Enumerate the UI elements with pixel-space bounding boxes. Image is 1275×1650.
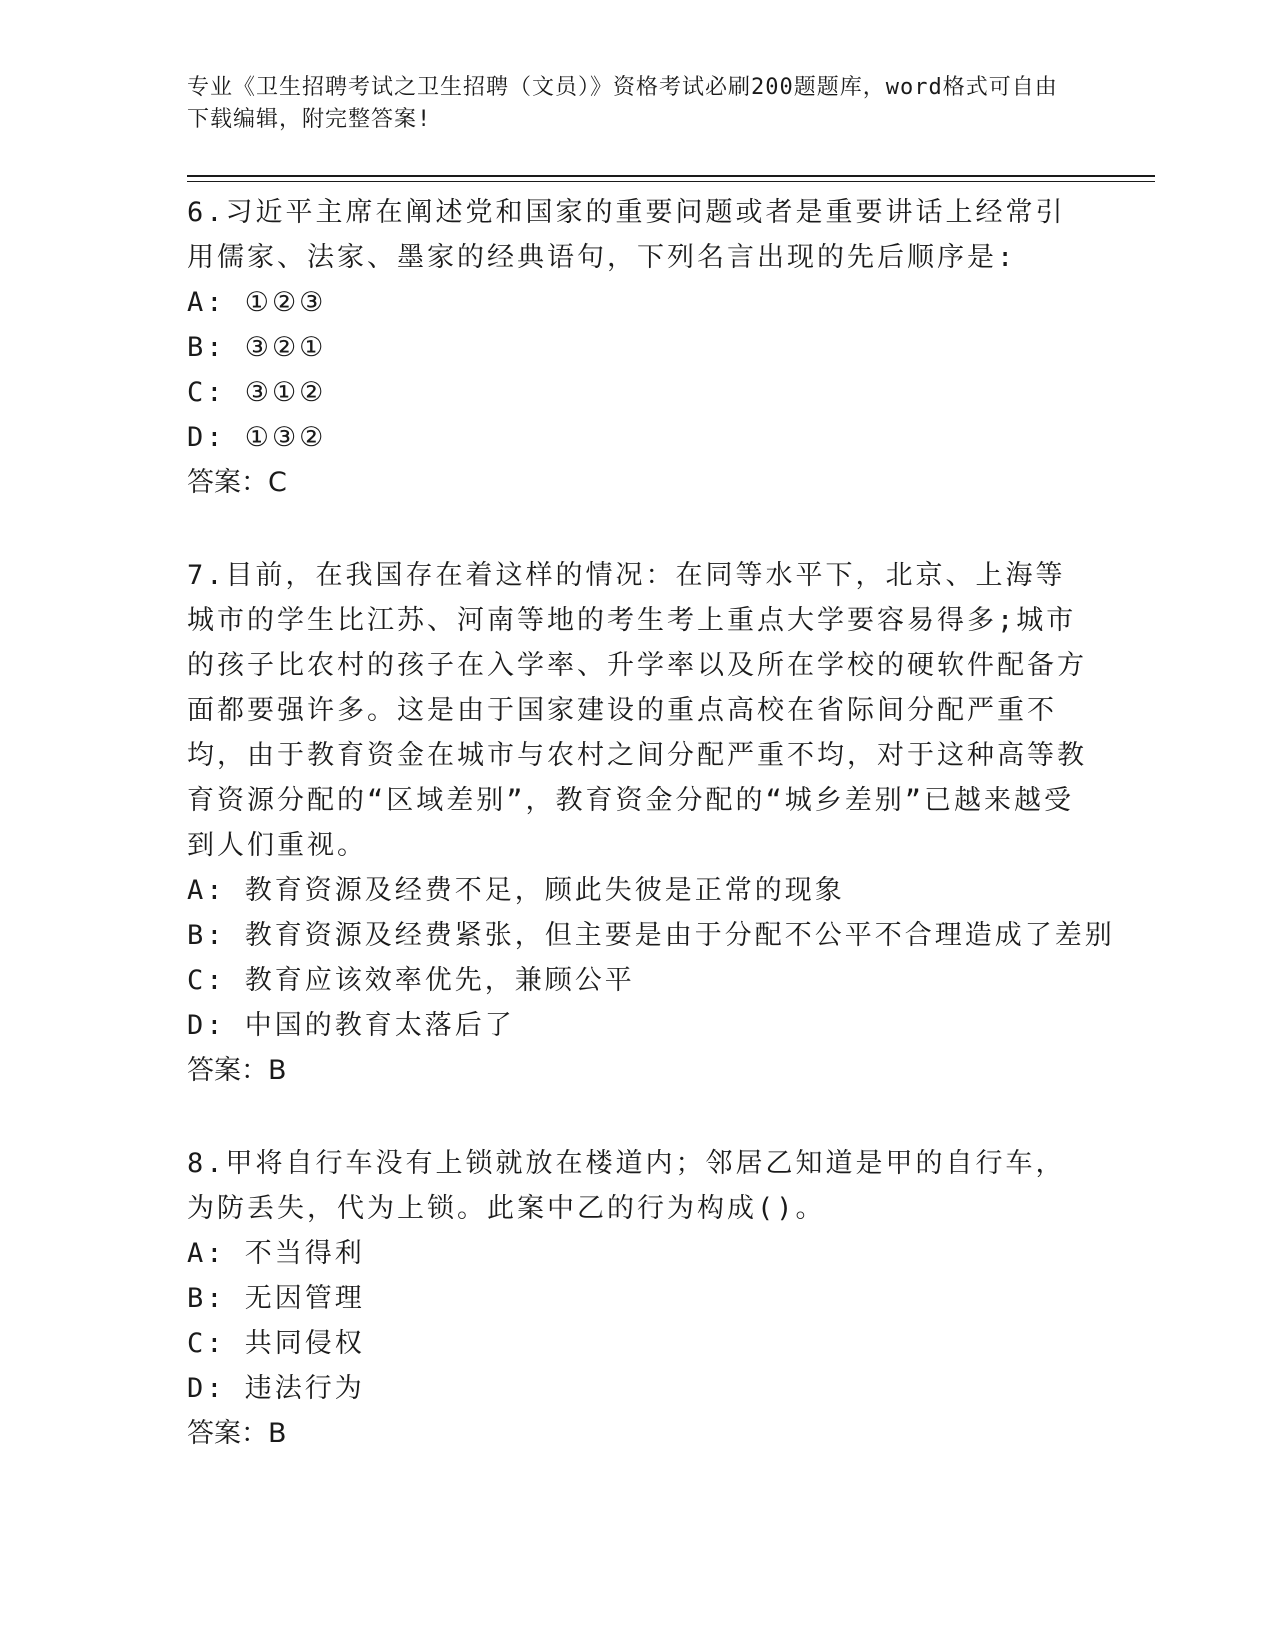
option-d: D: 违法行为 xyxy=(187,1373,365,1404)
option-c: C: 教育应该效率优先，兼顾公平 xyxy=(187,965,635,996)
answer-line: 答案：C xyxy=(187,467,287,498)
question-6 xyxy=(187,190,1087,505)
header-divider-thick xyxy=(187,175,1155,177)
answer-line: 答案：B xyxy=(187,1055,287,1086)
question-7 xyxy=(187,553,1115,1093)
option-d: D: 中国的教育太落后了 xyxy=(187,1010,515,1041)
option-b: B: 无因管理 xyxy=(187,1283,365,1314)
question-8 xyxy=(187,1141,1087,1456)
option-b: B: 教育资源及经费紧张，但主要是由于分配不公平不合理造成了差别 xyxy=(187,920,1115,951)
answer-line: 答案：B xyxy=(187,1418,287,1449)
option-c: C: 共同侵权 xyxy=(187,1328,365,1359)
option-d: D: ①③② xyxy=(187,422,327,453)
question-stem: 8.甲将自行车没有上锁就放在楼道内；邻居乙知道是甲的自行车，为防丢失，代为上锁。此案中乙的行为构成()。 xyxy=(187,1148,1066,1224)
header-divider-thin xyxy=(187,181,1155,182)
question-stem: 7.目前，在我国存在着这样的情况：在同等水平下，北京、上海等城市的学生比江苏、河南等地的考生考上重点大学要容易得多;城市的孩子比农村的孩子在入学率、升学率以及所在学校的硬软件配备方面都要强许多。这是由于国家建设的重点高校在省际间分配严重不均，由于教育资金在城市与农村之间分配严重不均，对于这种高等教育资源分配的“区域差别”，教育资金分配的“城乡差别”已越来越受到人们重视。 xyxy=(187,560,1087,861)
option-a: A: 教育资源及经费不足，顾此失彼是正常的现象 xyxy=(187,875,845,906)
option-c: C: ③①② xyxy=(187,377,327,408)
question-list xyxy=(187,190,1115,1504)
option-a: A: 不当得利 xyxy=(187,1238,365,1269)
option-a: A: ①②③ xyxy=(187,287,327,318)
option-b: B: ③②① xyxy=(187,332,327,363)
question-stem: 6.习近平主席在阐述党和国家的重要问题或者是重要讲话上经常引用儒家、法家、墨家的经典语句，下列名言出现的先后顺序是: xyxy=(187,197,1066,273)
page-header: 专业《卫生招聘考试之卫生招聘（文员）》资格考试必刷200题题库，word格式可自由下载编辑，附完整答案! xyxy=(187,75,1058,132)
